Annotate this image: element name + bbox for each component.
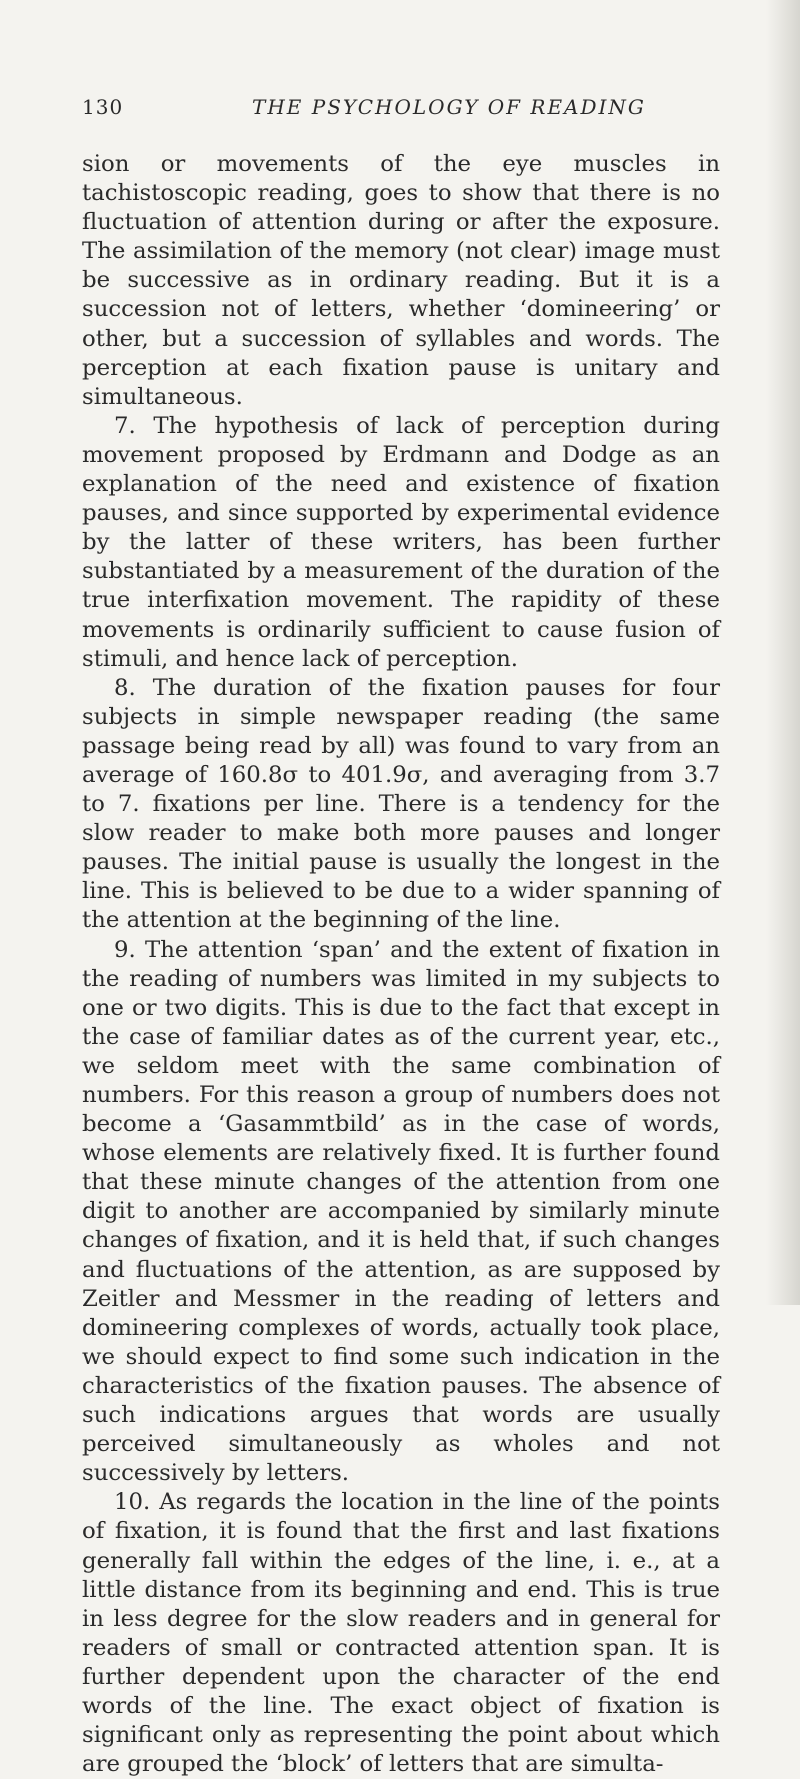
paragraph-9: 9. The attention ‘span’ and the extent of fixation in the reading of numbers was limited in my subjects to one or two digits. This is due to the fact that except in the case of familiar dates as of the current year, etc., we seldom meet with the same combination of numbers. For this reason a group of numbers does not become a ‘Gasammtbild’ as in the case of words, whose elements are relatively fixed. It is further found that these minute changes of the attention from one digit to another are accompanied by similarly minute changes of fixation, and it is held that, if such changes and fluctuations of the attention, as are supposed by Zeitler and Messmer in the reading of letters and domineering complexes of words, actually took place, we should expect to find some such indication in the characteristics of the fixation pauses. The absence of such indications argues that words are usually perceived simultaneously as wholes and not successively by letters. — [82, 936, 720, 1487]
body-text — [82, 150, 720, 1779]
running-title: THE PSYCHOLOGY OF READING — [252, 95, 646, 119]
paragraph-continuation: sion or movements of the eye muscles in tachistoscopic reading, goes to show that there is no fluctuation of attention during or after the exposure. The assimilation of the memory (not clear) image must be successive as in ordinary reading. But it is a succession not of letters, whether ‘domineering’ or other, but a succession of syllables and words. The perception at each fixation pause is unitary and simultaneous. — [82, 151, 720, 410]
paragraph-7: 7. The hypothesis of lack of perception during movement proposed by Erdmann and Dodge as an explanation of the need and existence of fixation pauses, and since supported by experimental evidence by the latter of these writers, has been further substantiated by a measurement of the duration of the true interfixation movement. The rapidity of these movements is ordinarily sufficient to cause fusion of stimuli, and hence lack of perception. — [82, 412, 720, 672]
page-edge-shadow — [766, 0, 800, 1305]
paragraph-8: 8. The duration of the fixation pauses for four subjects in simple newspaper reading (the same passage being read by all) was found to vary from an average of 160.8σ to 401.9σ, and averaging from 3.7 to 7. fixations per line. There is a tendency for the slow reader to make both more pauses and longer pauses. The initial pause is usually the longest in the line. This is believed to be due to a wider spanning of the attention at the beginning of the line. — [82, 674, 720, 934]
page-header — [82, 95, 720, 125]
page-number: 130 — [82, 95, 124, 119]
paragraph-10: 10. As regards the location in the line of the points of fixation, it is found that the first and last fixations generally fall within the edges of the line, i. e., at a little distance from its beginning and end. This is true in less degree for the slow readers and in general for readers of small or contracted attention span. It is further dependent upon the character of the end words of the line. The exact object of fixation is significant only as representing the point about which are grouped the ‘block’ of letters that are simulta- — [82, 1489, 720, 1778]
